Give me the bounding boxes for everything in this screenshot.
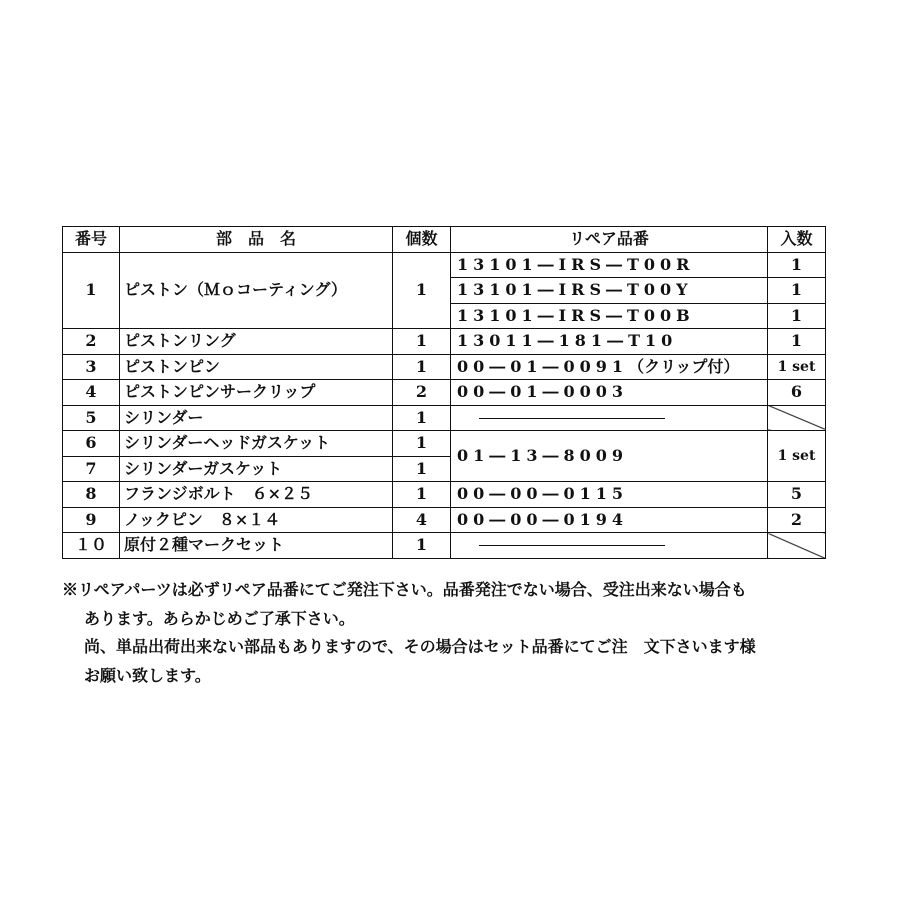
row-name: シリンダーヘッドガスケット (120, 431, 393, 457)
row-name: フランジボルト ６×２５ (120, 482, 393, 508)
row-qty: 1 (393, 354, 451, 380)
note-line: あります。あらかじめご了承下さい。 (84, 608, 355, 628)
table-row (63, 431, 826, 457)
repair-code: 00―01―0091 (457, 356, 629, 376)
row-no: 9 (63, 507, 120, 533)
table-row (63, 252, 826, 278)
row-no: 4 (63, 380, 120, 406)
row-name: ピストン（Ｍｏコーティング） (120, 252, 393, 329)
row-qty: 1 (393, 456, 451, 482)
row-pack: 1 (768, 278, 826, 304)
row-repair-empty (451, 533, 768, 559)
row-name: ピストンピン (120, 354, 393, 380)
row-pack-empty (768, 533, 826, 559)
row-pack: 5 (768, 482, 826, 508)
row-qty: 1 (393, 431, 451, 457)
table-row (63, 405, 826, 431)
row-pack: 6 (768, 380, 826, 406)
header-pack: 入数 (768, 227, 826, 253)
row-repair (451, 354, 768, 380)
note-line: ※リペアパーツは必ずリペア品番にてご発注下さい。品番発注でない場合、受注出来ない場合も (62, 580, 747, 599)
row-pack: 2 (768, 507, 826, 533)
row-qty: 1 (393, 533, 451, 559)
row-repair: 00―00―0115 (451, 482, 768, 508)
empty-dash (479, 545, 665, 546)
row-repair-empty (451, 405, 768, 431)
row-no: 3 (63, 354, 120, 380)
row-no: 6 (63, 431, 120, 457)
row-name: シリンダーガスケット (120, 456, 393, 482)
row-pack: 1 set (768, 354, 826, 380)
row-repair: 13101―IRS―T00Y (451, 278, 768, 304)
repair-note: （クリップ付） (628, 356, 740, 376)
row-pack: 1 set (768, 431, 826, 482)
row-name: ピストンピンサークリップ (120, 380, 393, 406)
row-no: 7 (63, 456, 120, 482)
table-row (63, 354, 826, 380)
table-row (63, 329, 826, 355)
row-repair: 13101―IRS―T00B (451, 303, 768, 329)
table-header-row (63, 227, 826, 253)
row-repair: 13011―181―T10 (451, 329, 768, 355)
row-pack: 1 (768, 329, 826, 355)
row-name: ピストンリング (120, 329, 393, 355)
table-row (63, 482, 826, 508)
row-pack: 1 (768, 303, 826, 329)
header-repair: リペア品番 (451, 227, 768, 253)
row-qty: 2 (393, 380, 451, 406)
row-no: 5 (63, 405, 120, 431)
row-no: 2 (63, 329, 120, 355)
row-repair: 13101―IRS―T00R (451, 252, 768, 278)
header-name: 部 品 名 (120, 227, 393, 253)
note-line: 尚、単品出荷出来ない部品もありますので、その場合はセット品番にてご注 文下さいます様 (84, 637, 756, 656)
row-no: １０ (63, 533, 120, 559)
row-qty: 1 (393, 482, 451, 508)
empty-dash (479, 418, 665, 419)
header-qty: 個数 (393, 227, 451, 253)
row-name: ノックピン ８×１４ (120, 507, 393, 533)
row-no: 8 (63, 482, 120, 508)
row-repair: 01―13―8009 (451, 431, 768, 482)
note-line: お願い致します。 (84, 665, 211, 685)
row-qty: 4 (393, 507, 451, 533)
row-name: シリンダー (120, 405, 393, 431)
row-repair: 00―00―0194 (451, 507, 768, 533)
notes (62, 576, 842, 690)
table-row (63, 533, 826, 559)
row-qty: 1 (393, 329, 451, 355)
row-qty: 1 (393, 405, 451, 431)
parts-table (62, 226, 826, 559)
table-row (63, 380, 826, 406)
table-row (63, 507, 826, 533)
row-name: 原付２種マークセット (120, 533, 393, 559)
header-no: 番号 (63, 227, 120, 253)
row-repair: 00―01―0003 (451, 380, 768, 406)
row-qty: 1 (393, 252, 451, 329)
row-pack-empty (768, 405, 826, 431)
row-pack: 1 (768, 252, 826, 278)
row-no: 1 (63, 252, 120, 329)
